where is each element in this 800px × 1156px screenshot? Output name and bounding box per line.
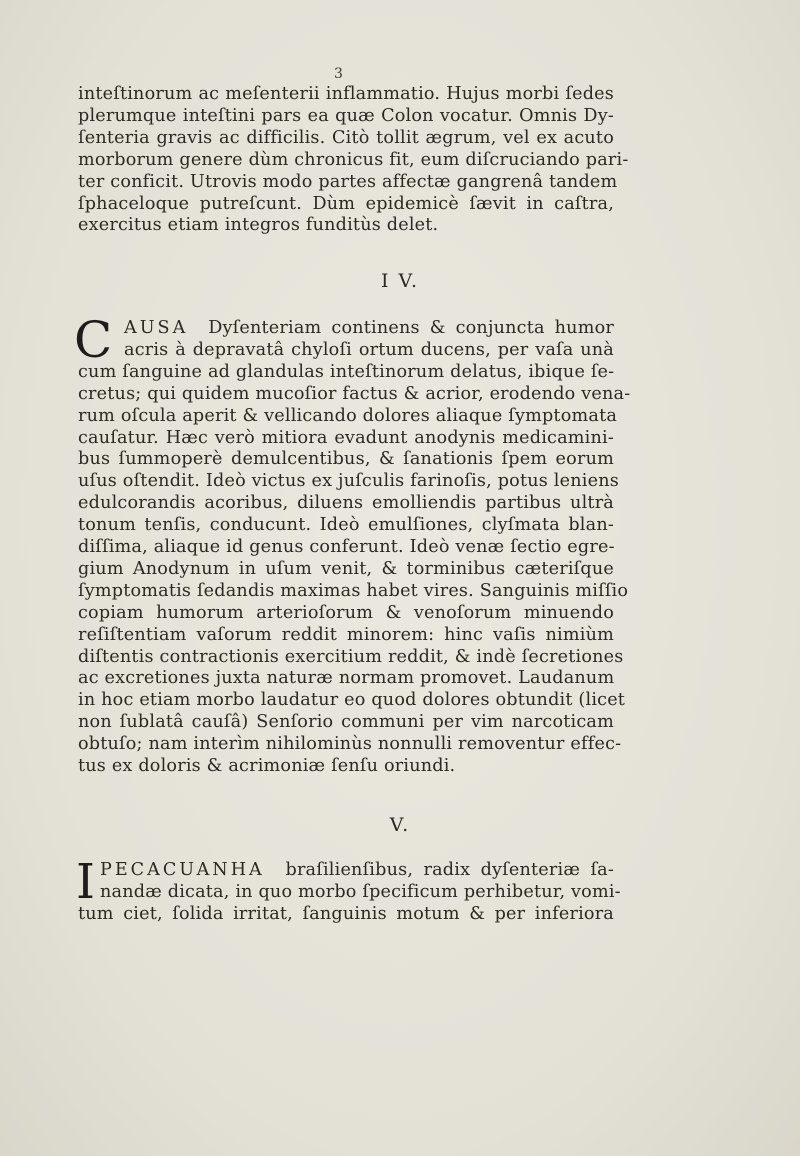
text-line: tus ex doloris & acrimoniæ ſenſu oriundi. xyxy=(78,756,456,777)
text-line: diſſima, aliaque id genus conferunt. Ideò venæ ſectio egre- xyxy=(78,537,615,558)
drop-cap-i: I xyxy=(76,854,95,910)
text-line: morborum genere dùm chronicus fit, eum diſcruciando pari- xyxy=(78,149,629,170)
text-line: ter conficit. Utrovis modo partes affectæ gangrenâ tandem xyxy=(78,171,618,192)
text-fragment: Dyſenteriam continens & conjuncta humor xyxy=(208,318,614,338)
paragraph-continuation xyxy=(78,84,629,237)
text-line: tonum tenſis, conducunt. Ideò emulſiones, clyſmata blan- xyxy=(78,515,614,536)
text-line: tum ciet, ſolida irritat, ſanguinis motum & per inferiora xyxy=(78,903,614,924)
section-v-first-lines xyxy=(100,860,621,904)
text-line: ſenteria gravis ac difficilis. Citò tollit ægrum, vel ex acuto xyxy=(78,127,614,148)
text-line: ſphaceloque putreſcunt. Dùm epidemicè ſævit in caſtra, xyxy=(78,193,614,214)
text-line: exercitus etiam integros funditùs delet. xyxy=(78,215,439,236)
text-line: edulcorandis acoribus, diluens emolliendis partibus ultrà xyxy=(78,493,614,514)
text-line: plerumque inteſtini pars ea quæ Colon vocatur. Omnis Dy- xyxy=(78,105,614,126)
section-v-body xyxy=(78,904,614,926)
text-line: in hoc etiam morbo laudatur eo quod dolores obtundit (licet xyxy=(78,690,626,711)
text-line: reſiſtentiam vaſorum reddit minorem: hinc vaſis nimiùm xyxy=(78,624,614,645)
section-heading-v: V. xyxy=(389,814,411,836)
section-heading-iv: I V. xyxy=(381,270,419,292)
text-line: obtuſo; nam interìm nihilominùs nonnulli removentur effec- xyxy=(78,734,622,755)
text-fragment: braſilienſibus, radix dyſenteriæ ſa- xyxy=(285,860,614,880)
text-line: gium Anodynum in uſum venit, & torminibus cæteriſque xyxy=(78,558,614,579)
text-line: diſtentis contractionis exercitium reddit, & indè ſecretiones xyxy=(78,646,624,667)
text-line: rum oſcula aperit & vellicando dolores aliaque ſymptomata xyxy=(78,405,618,426)
section-iv-first-lines xyxy=(124,318,614,362)
text-line: acris à depravatâ chyloſi ortum ducens, per vaſa unà xyxy=(124,339,614,360)
text-line: cum ſanguine ad glandulas inteſtinorum delatus, ibique ſe- xyxy=(78,361,615,382)
text-line: copiam humorum arterioſorum & venoſorum minuendo xyxy=(78,602,614,623)
text-line xyxy=(124,318,614,340)
section-iv-body xyxy=(78,361,631,778)
first-word-rest: PECACUANHA xyxy=(100,860,265,880)
text-line xyxy=(100,860,614,882)
text-line: ſymptomatis ſedandis maximas habet vires. Sanguinis miſſio xyxy=(78,580,629,601)
page-number: 3 xyxy=(334,66,343,82)
text-line: cretus; qui quidem mucoſior factus & acrior, erodendo vena- xyxy=(78,383,631,404)
first-word-rest: AUSA xyxy=(124,318,189,338)
text-line: cauſatur. Hæc verò mitiora evadunt anodynis medicamini- xyxy=(78,427,614,448)
text-line: nandæ dicata, in quo morbo ſpecificum perhibetur, vomi- xyxy=(100,881,621,902)
text-line: ac excretiones juxta naturæ normam promovet. Laudanum xyxy=(78,668,615,689)
text-line: non ſublatâ cauſâ) Senſorio communi per vim narcoticam xyxy=(78,712,614,733)
text-line: bus ſummoperè demulcentibus, & ſanationis ſpem eorum xyxy=(78,449,614,470)
drop-cap-c: C xyxy=(74,311,113,369)
text-line: uſus oſtendit. Ideò victus ex juſculis farinoſis, potus leniens xyxy=(78,471,619,492)
text-line: inteſtinorum ac meſenterii inflammatio. Hujus morbi ſedes xyxy=(78,84,614,104)
